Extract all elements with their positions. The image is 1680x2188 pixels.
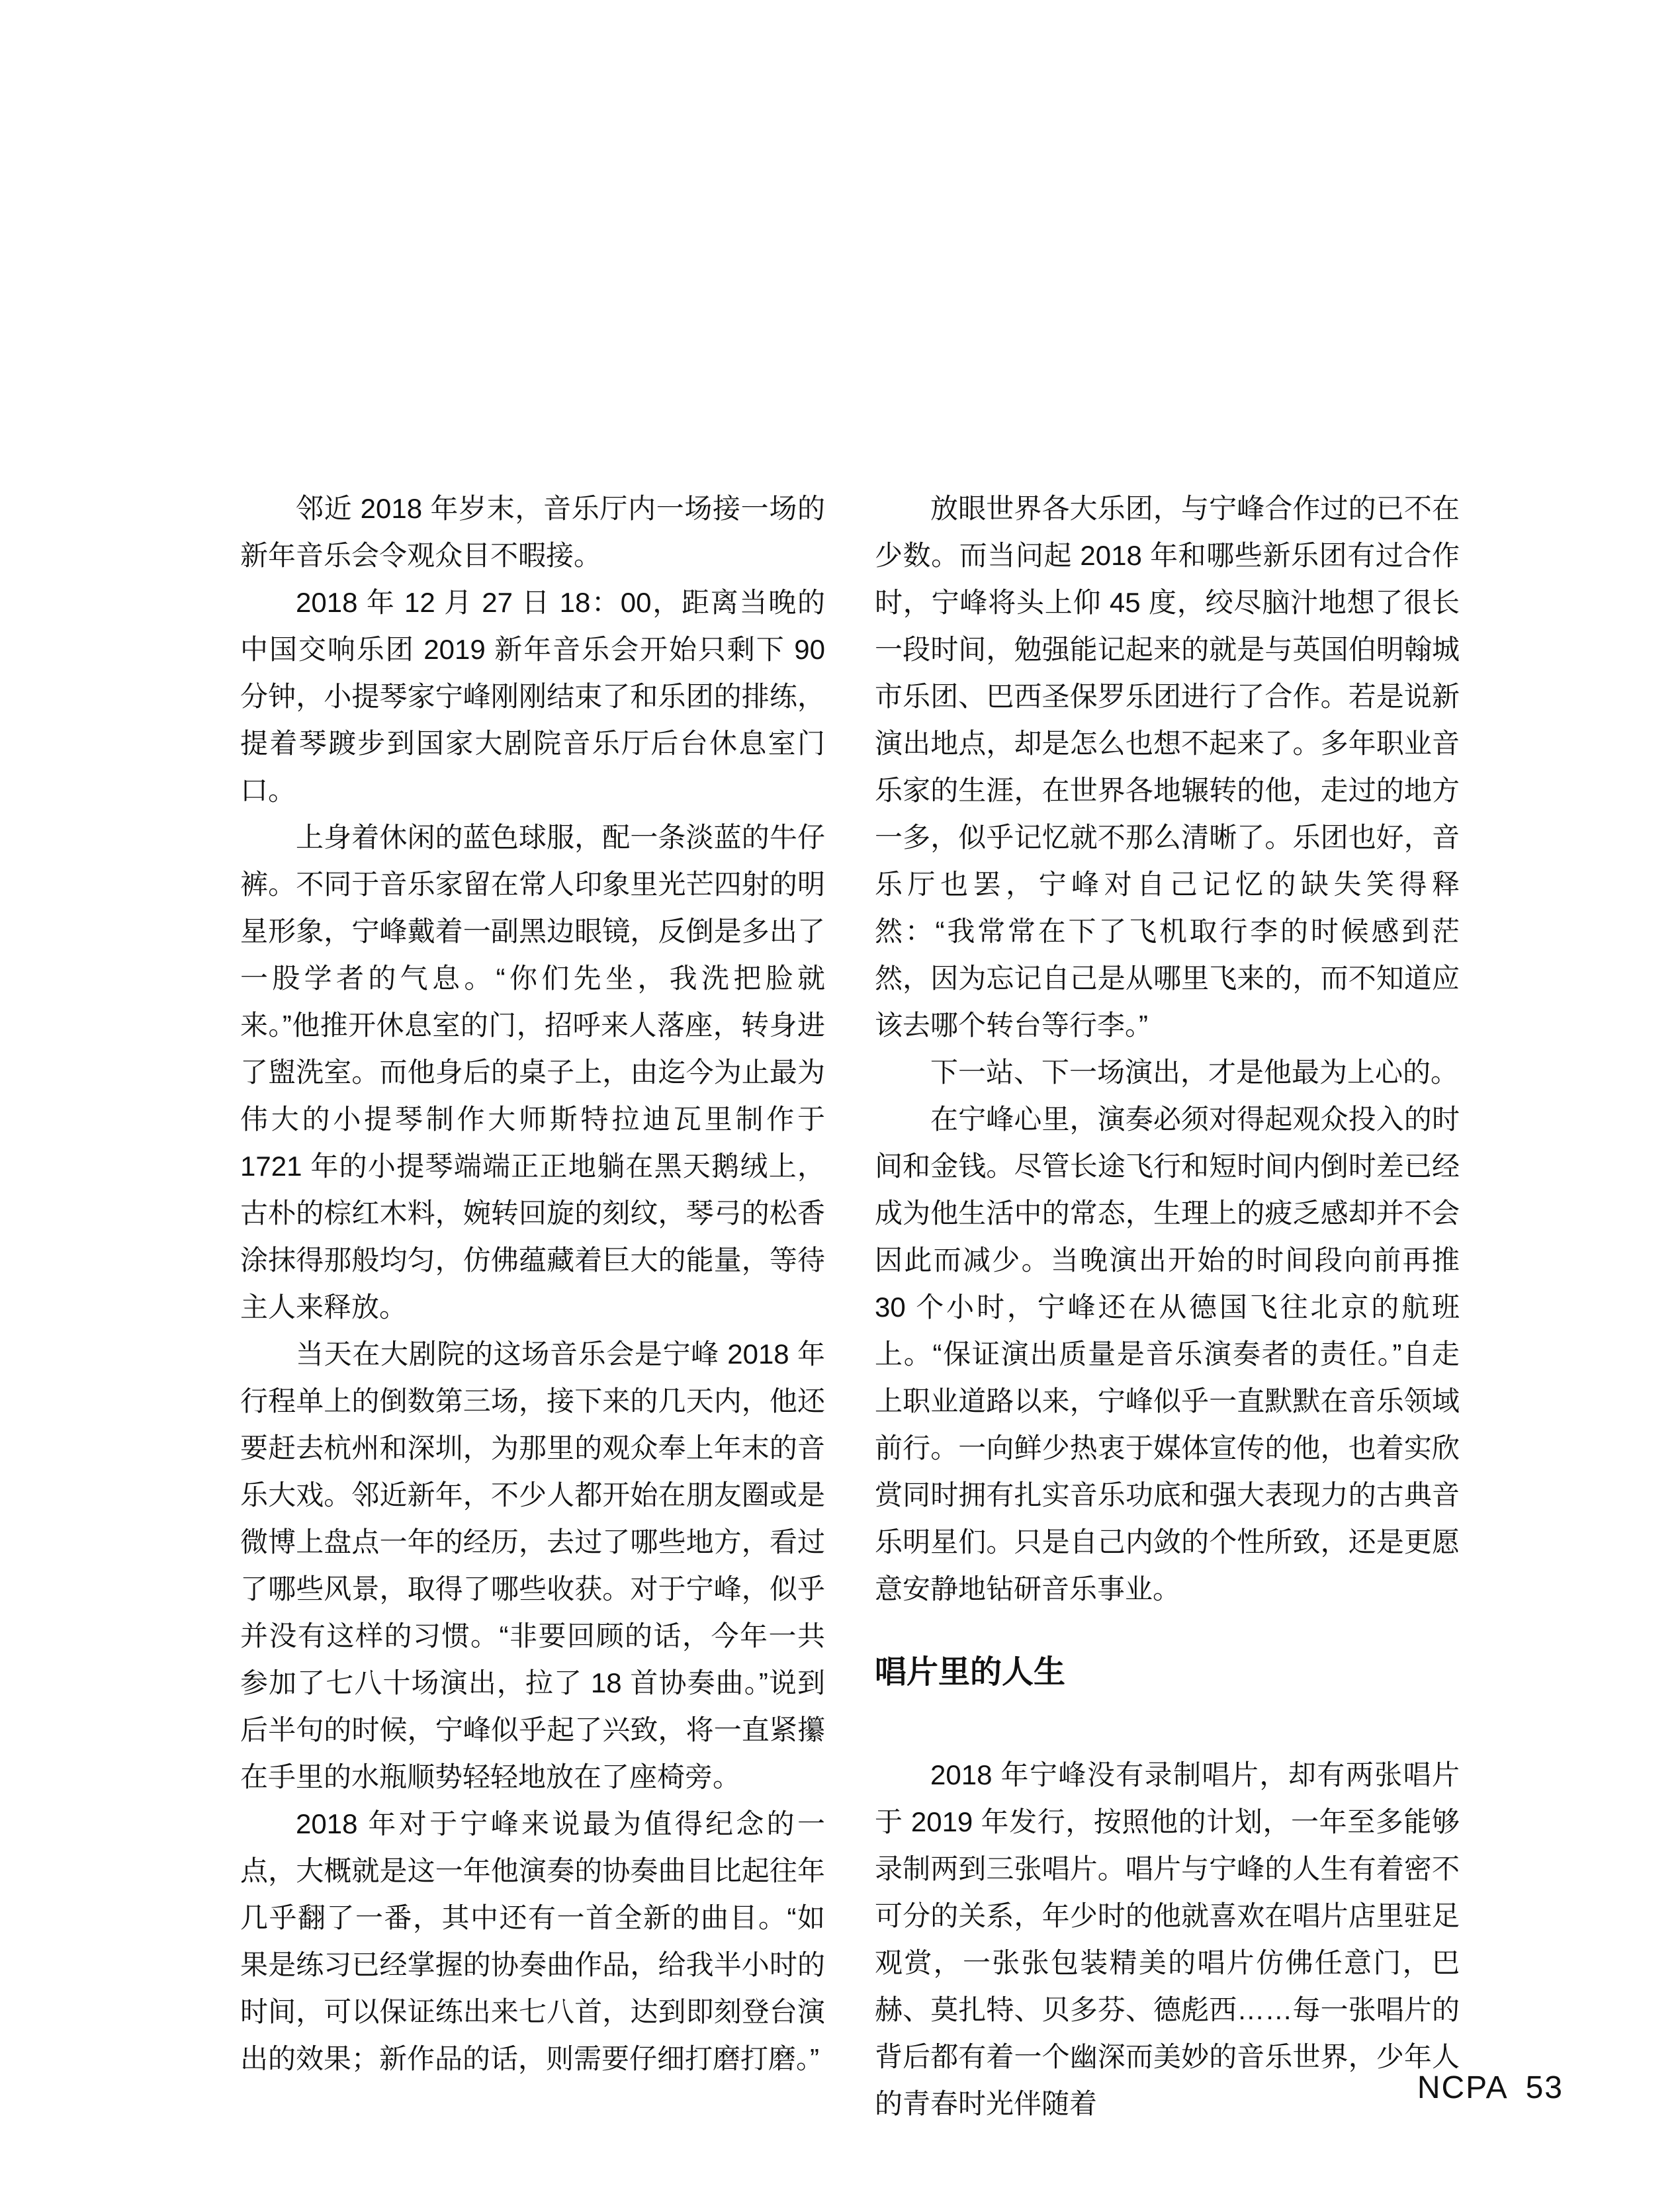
- paragraph: 下一站、下一场演出，才是他最为上心的。: [930, 1057, 1459, 1088]
- paragraph: 当天在大剧院的这场音乐会是宁峰 2018 年行程单上的倒数第三场，接下来的几天内，他还要赶去杭州和深圳，为那里的观众奉上年末的音乐大戏。邻近新年，不少人都开始在朋友圈或是微博上盘点一年的经历，去过了哪些地方，看过了哪些风景，取得了哪些收获。对于宁峰，似乎并没有这样的习惯。“非要回顾的话，今年一共参加了七八十场演出，拉了 18 首协奏曲。”说到后半句的时候，宁峰似乎起了兴致，将一直紧攥在手里的水瓶顺势轻轻地放在了座椅旁。: [240, 1338, 825, 1792]
- paragraph: 放眼世界各大乐团，与宁峰合作过的已不在少数。而当问起 2018 年和哪些新乐团有过合作时，宁峰将头上仰 45 度，绞尽脑汁地想了很长一段时间，勉强能记起来的就是与英国伯明翰城市乐团、巴西圣保罗乐团进行了合作。若是说新演出地点，却是怎么也想不起来了。多年职业音乐家的生涯，在世界各地辗转的他，走过的地方一多，似乎记忆就不那么清晰了。乐团也好，音乐厅也罢，宁峰对自己记忆的缺失笑得释然：“我常常在下了飞机取行李的时候感到茫然，因为忘记自己是从哪里飞来的，而不知道应该去哪个转台等行李。”: [875, 493, 1460, 1041]
- page-number: 53: [1525, 2070, 1564, 2105]
- paragraph: 2018 年宁峰没有录制唱片，却有两张唱片于 2019 年发行，按照他的计划，一年至多能够录制两到三张唱片。唱片与宁峰的人生有着密不可分的关系，年少时的他就喜欢在唱片店里驻足观赏，一张张包装精美的唱片仿佛任意门，巴赫、莫扎特、贝多芬、德彪西……每一张唱片的背后都有着一个幽深而美妙的音乐世界，少年人的青春时光伴随着: [875, 1759, 1460, 2119]
- paragraph: 2018 年 12 月 27 日 18：00，距离当晚的中国交响乐团 2019 新年音乐会开始只剩下 90 分钟，小提琴家宁峰刚刚结束了和乐团的排练，提着琴踱步到国家大剧院音乐厅后台休息室门口。: [240, 587, 825, 806]
- paragraph: 邻近 2018 年岁末，音乐厅内一场接一场的新年音乐会令观众目不暇接。: [240, 493, 825, 571]
- publication-name: NCPA: [1417, 2070, 1509, 2105]
- article-column-right: [875, 485, 1460, 2127]
- paragraph: 上身着休闲的蓝色球服，配一条淡蓝的牛仔裤。不同于音乐家留在常人印象里光芒四射的明星形象，宁峰戴着一副黑边眼镜，反倒是多出了一股学者的气息。“你们先坐，我洗把脸就来。”他推开休息室的门，招呼来人落座，转身进了盥洗室。而他身后的桌子上，由迄今为止最为伟大的小提琴制作大师斯特拉迪瓦里制作于 1721 年的小提琴端端正正地躺在黑天鹅绒上，古朴的棕红木料，婉转回旋的刻纹，琴弓的松香涂抹得那般均匀，仿佛蕴藏着巨大的能量，等待主人来释放。: [240, 822, 825, 1323]
- paragraph: 在宁峰心里，演奏必须对得起观众投入的时间和金钱。尽管长途飞行和短时间内倒时差已经成为他生活中的常态，生理上的疲乏感却并不会因此而减少。当晚演出开始的时间段向前再推 30 个小时，宁峰还在从德国飞往北京的航班上。“保证演出质量是音乐演奏者的责任。”自走上职业道路以来，宁峰似乎一直默默在音乐领域前行。一向鲜少热衷于媒体宣传的他，也着实欣赏同时拥有扎实音乐功底和强大表现力的古典音乐明星们。只是自己内敛的个性所致，还是更愿意安静地钻研音乐事业。: [875, 1104, 1460, 1604]
- section-heading: 唱片里的人生: [875, 1655, 1066, 1690]
- paragraph: 2018 年对于宁峰来说最为值得纪念的一点，大概就是这一年他演奏的协奏曲目比起往年几乎翻了一番，其中还有一首全新的曲目。“如果是练习已经掌握的协奏曲作品，给我半小时的时间，可以保证练出来七八首，达到即刻登台演出的效果；新作品的话，则需要仔细打磨打磨。”: [240, 1808, 825, 2074]
- article-column-left: [240, 485, 825, 2082]
- page-footer: [1417, 2071, 1564, 2105]
